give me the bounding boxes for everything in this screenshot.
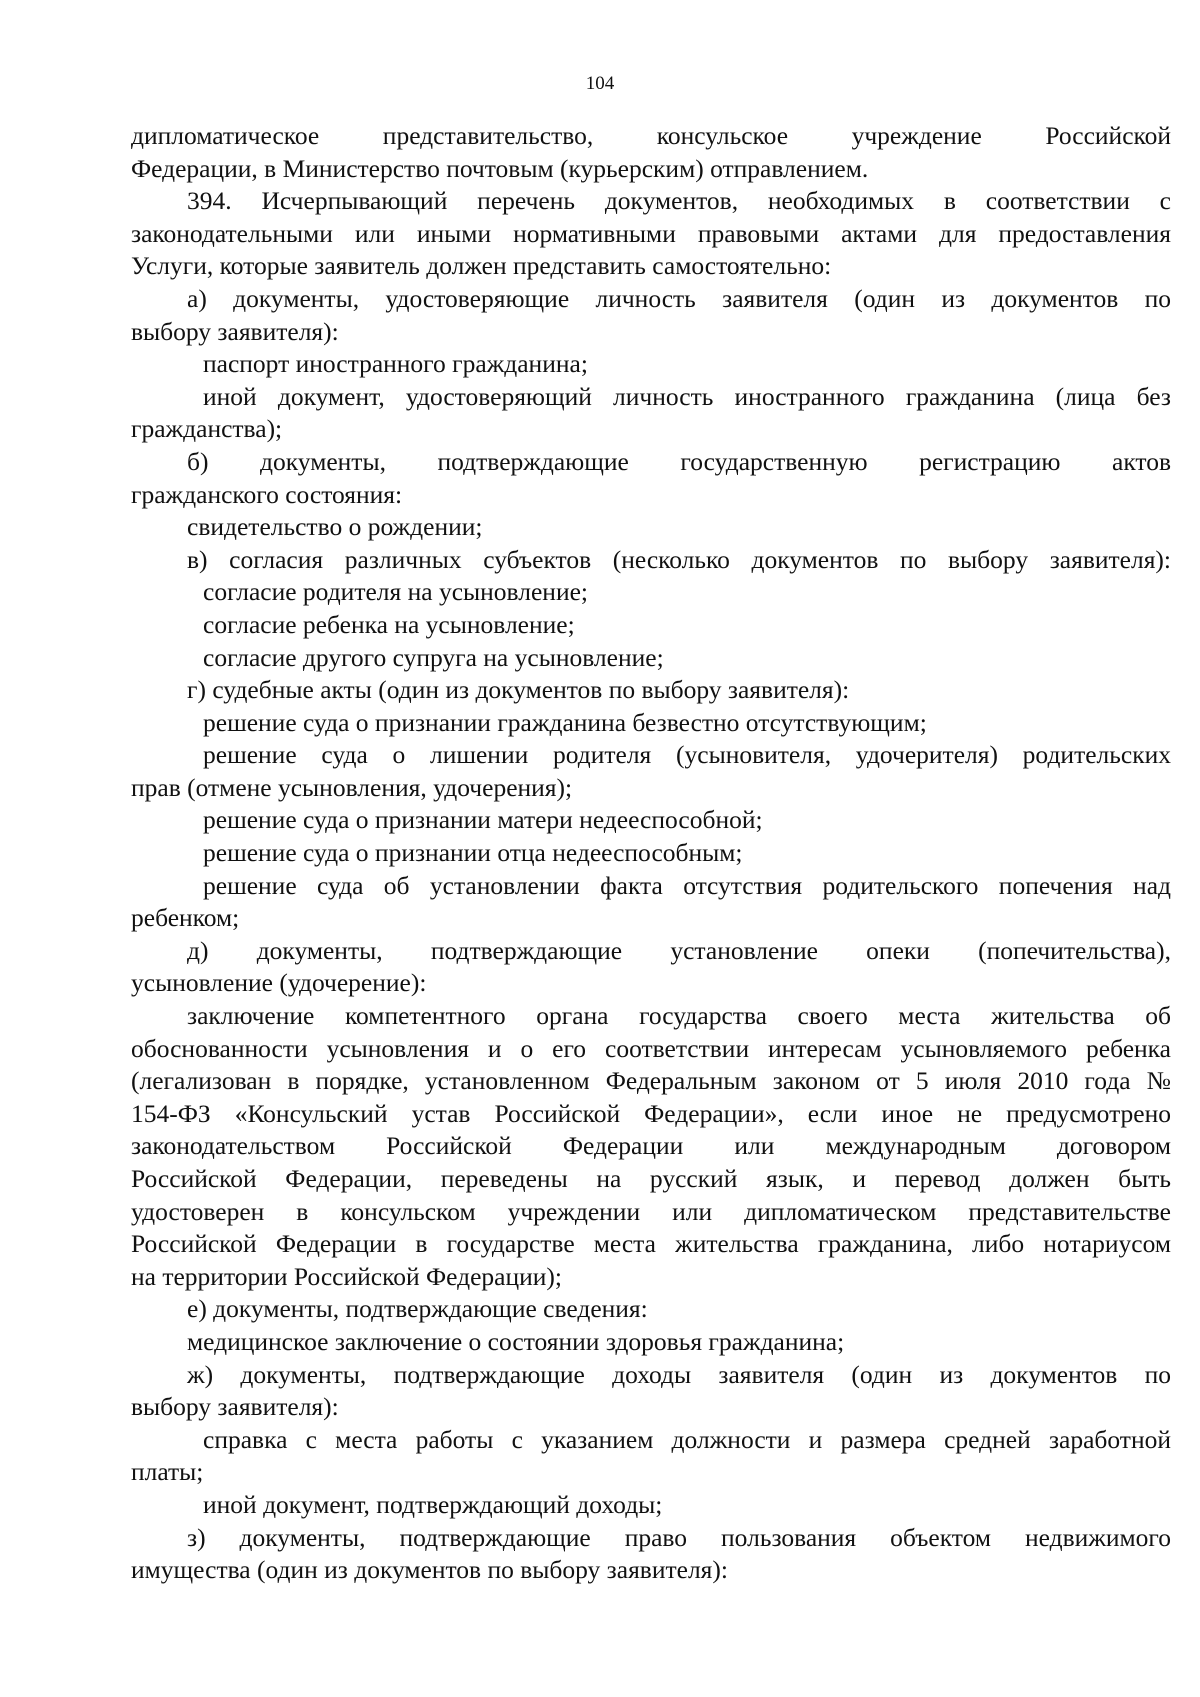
text-line: Российской Федерации, переведены на русский язык, и перевод должен быть — [131, 1164, 1171, 1193]
list-item: согласие ребенка на усыновление; — [203, 609, 575, 639]
subclause-b: б) документы, подтверждающие государственную регистрацию актов — [187, 446, 1171, 476]
text-line: законодательством Российской Федерации или международным договором — [131, 1131, 1171, 1161]
text-line: выбору заявителя): — [131, 316, 339, 346]
text-line: усыновление (удочерение): — [131, 968, 427, 998]
list-item: паспорт иностранного гражданина; — [203, 349, 588, 379]
text-line: 154-ФЗ «Консульский устав Российской Федерации», если иное не предусмотрено — [131, 1098, 1171, 1128]
list-item: согласие другого супруга на усыновление; — [203, 642, 664, 672]
text-line: (легализован в порядке, установленном Федеральным законом от 5 июля 2010 года № — [131, 1066, 1171, 1096]
list-item: свидетельство о рождении; — [187, 512, 483, 542]
subclause-v: в) согласия различных субъектов (несколько документов по выбору заявителя): — [187, 544, 1171, 574]
subclause-d: д) документы, подтверждающие установление опеки (попечительства), — [187, 935, 1171, 965]
list-item: иной документ, удостоверяющий личность иностранного гражданина (лица без — [203, 381, 1171, 411]
text-line: Российской Федерации в государстве места жительства гражданина, либо нотариусом — [131, 1229, 1171, 1259]
text-line: Услуги, которые заявитель должен представить самостоятельно: — [131, 251, 832, 281]
list-item: решение суда об установлении факта отсутствия родительского попечения над — [203, 870, 1171, 900]
text-line: дипломатическое представительство, консульское учреждение Российской — [131, 121, 1171, 150]
text-line: удостоверен в консульском учреждении или дипломатическом представительстве — [131, 1196, 1171, 1226]
clause-394-heading: 394. Исчерпывающий перечень документов, необходимых в соответствии с — [187, 186, 1171, 216]
text-line: Федерации, в Министерство почтовым (курьерским) отправлением. — [131, 153, 869, 183]
list-item: решение суда о признании отца недееспособным; — [203, 838, 743, 868]
list-item: решение суда о признании матери недееспособной; — [203, 805, 763, 835]
list-item: согласие родителя на усыновление; — [203, 577, 588, 607]
subclause-z: з) документы, подтверждающие право пользования объектом недвижимого — [187, 1522, 1171, 1552]
text-line: гражданского состояния: — [131, 479, 403, 509]
subclause-g: г) судебные акты (один из документов по выбору заявителя): — [187, 675, 850, 705]
list-item: медицинское заключение о состоянии здоровья гражданина; — [187, 1326, 845, 1356]
text-line: прав (отмене усыновления, удочерения); — [131, 772, 573, 802]
text-line: на территории Российской Федерации); — [131, 1261, 562, 1291]
text-line: платы; — [131, 1457, 204, 1487]
list-item: решение суда о лишении родителя (усыновителя, удочерителя) родительских — [203, 740, 1171, 770]
text-line: ребенком; — [131, 903, 240, 933]
list-item: справка с места работы с указанием должности и размера средней заработной — [203, 1424, 1171, 1454]
text-line: выбору заявителя): — [131, 1392, 339, 1422]
text-line: обоснованности усыновления и о его соответствии интересам усыновляемого ребенка — [131, 1033, 1171, 1063]
list-item: иной документ, подтверждающий доходы; — [203, 1489, 663, 1519]
text-line: имущества (один из документов по выбору заявителя): — [131, 1555, 728, 1585]
list-item: решение суда о признании гражданина безвестно отсутствующим; — [203, 707, 927, 737]
text-line: гражданства); — [131, 414, 283, 444]
list-item: заключение компетентного органа государства своего места жительства об — [187, 1001, 1171, 1031]
subclause-a: а) документы, удостоверяющие личность заявителя (один из документов по — [187, 283, 1171, 313]
document-body — [131, 120, 1171, 1587]
page-number: 104 — [585, 73, 615, 94]
text-line: законодательными или иными нормативными правовыми актами для предоставления — [131, 218, 1171, 248]
subclause-e: е) документы, подтверждающие сведения: — [187, 1294, 648, 1324]
subclause-zh: ж) документы, подтверждающие доходы заявителя (один из документов по — [187, 1359, 1171, 1389]
